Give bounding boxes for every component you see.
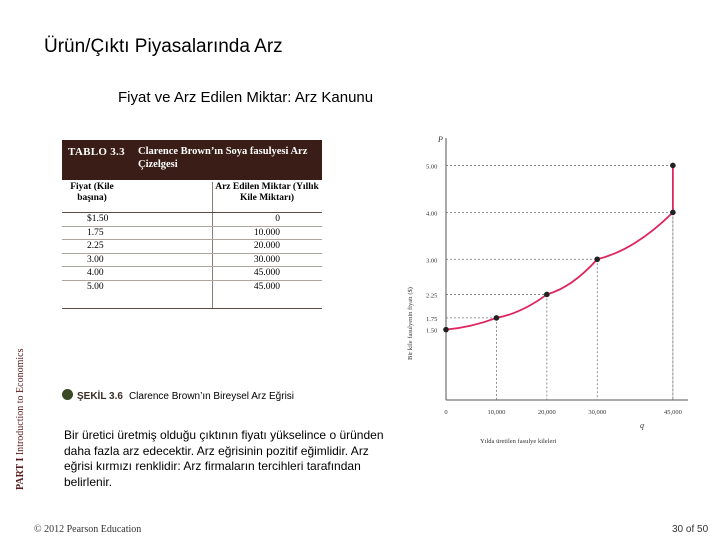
- x-tick-label: 20,000: [537, 409, 556, 416]
- table-row: [62, 239, 322, 253]
- slide-title: Ürün/Çıktı Piyasalarında Arz: [44, 36, 283, 57]
- table-number: TABLO 3.3: [68, 146, 125, 158]
- price-cell: 4.00: [87, 268, 104, 278]
- quantity-column-header: Arz Edilen Miktar (Yıllık Kile Miktarı): [215, 182, 319, 203]
- quantity-cell: 30.000: [253, 254, 280, 265]
- price-column-header: Fiyat (Kile başına): [70, 182, 114, 203]
- supply-point: [594, 256, 600, 262]
- supply-point: [443, 327, 449, 333]
- page-number: 30 of 50: [672, 524, 709, 535]
- copyright-footer: © 2012 Pearson Education: [34, 524, 142, 535]
- y-tick-label: 1.75: [426, 315, 438, 323]
- supply-point: [494, 315, 500, 321]
- table-body: [62, 212, 322, 293]
- side-part-label: [15, 330, 26, 490]
- table-bottom-rule: [62, 308, 322, 309]
- price-cell: 1.75: [87, 227, 104, 238]
- table-title: Clarence Brown’ın Soya fasulyesi Arz Çizelgesi: [138, 146, 308, 170]
- supply-curve-line: [446, 165, 673, 329]
- figure-bullet-icon: [62, 389, 73, 400]
- x-tick-label: 45,000: [663, 409, 682, 416]
- quantity-cell: 0: [275, 214, 280, 224]
- table-row: [62, 253, 322, 267]
- price-cell: 5.00: [87, 281, 104, 292]
- supply-schedule-table: [62, 140, 322, 310]
- x-tick-label: 10,000: [487, 409, 506, 416]
- figure-caption: [62, 389, 294, 402]
- table-row: [62, 266, 322, 280]
- quantity-cell: 45.000: [253, 281, 280, 292]
- x-axis-letter: q: [640, 421, 644, 430]
- y-tick-label: 2.25: [426, 292, 438, 300]
- quantity-cell: 10.000: [253, 227, 280, 238]
- body-paragraph: Bir üretici üretmiş olduğu çıktının fiyatı yükselince o üründen daha fazla arz edecektir. Arz eğrisinin pozitif eğimlidir. Arz eğrisi kırmızı renklidir: Arz firmaların tercihleri tarafından belirlenir.: [64, 428, 384, 489]
- y-tick-label: 3.00: [426, 257, 438, 265]
- y-tick-label: 1.50: [426, 327, 438, 335]
- side-part-text: Introduction to Economics: [15, 348, 26, 456]
- supply-curve-chart: [398, 130, 698, 450]
- price-cell: 2.25: [87, 241, 104, 251]
- supply-point: [670, 210, 676, 216]
- x-axis-title: Yılda üretilen fasulye kileleri: [480, 438, 557, 445]
- x-tick-label: 30,000: [588, 409, 607, 416]
- price-cell: 3.00: [87, 254, 104, 265]
- y-tick-label: 4.00: [426, 210, 438, 218]
- supply-point: [670, 163, 676, 169]
- price-cell: $1.50: [87, 214, 109, 224]
- figure-caption-text: Clarence Brown’ın Bireysel Arz Eğrisi: [128, 391, 295, 402]
- side-part-number: PART I: [15, 457, 26, 490]
- table-row: [62, 280, 322, 294]
- slide-subtitle: Fiyat ve Arz Edilen Miktar: Arz Kanunu: [118, 89, 374, 106]
- table-row: [62, 212, 322, 226]
- table-row: [62, 226, 322, 240]
- quantity-cell: 45.000: [253, 268, 280, 278]
- x-tick-label: 0: [444, 409, 448, 416]
- figure-label: ŞEKİL 3.6: [77, 391, 123, 402]
- table-header-band: [62, 140, 322, 180]
- y-axis-title: Bir kile fasulyenin fiyatı ($): [407, 287, 414, 360]
- quantity-cell: 20.000: [253, 241, 280, 251]
- y-tick-label: 5.00: [426, 163, 438, 171]
- supply-point: [544, 292, 550, 298]
- y-axis-letter: P: [438, 135, 443, 144]
